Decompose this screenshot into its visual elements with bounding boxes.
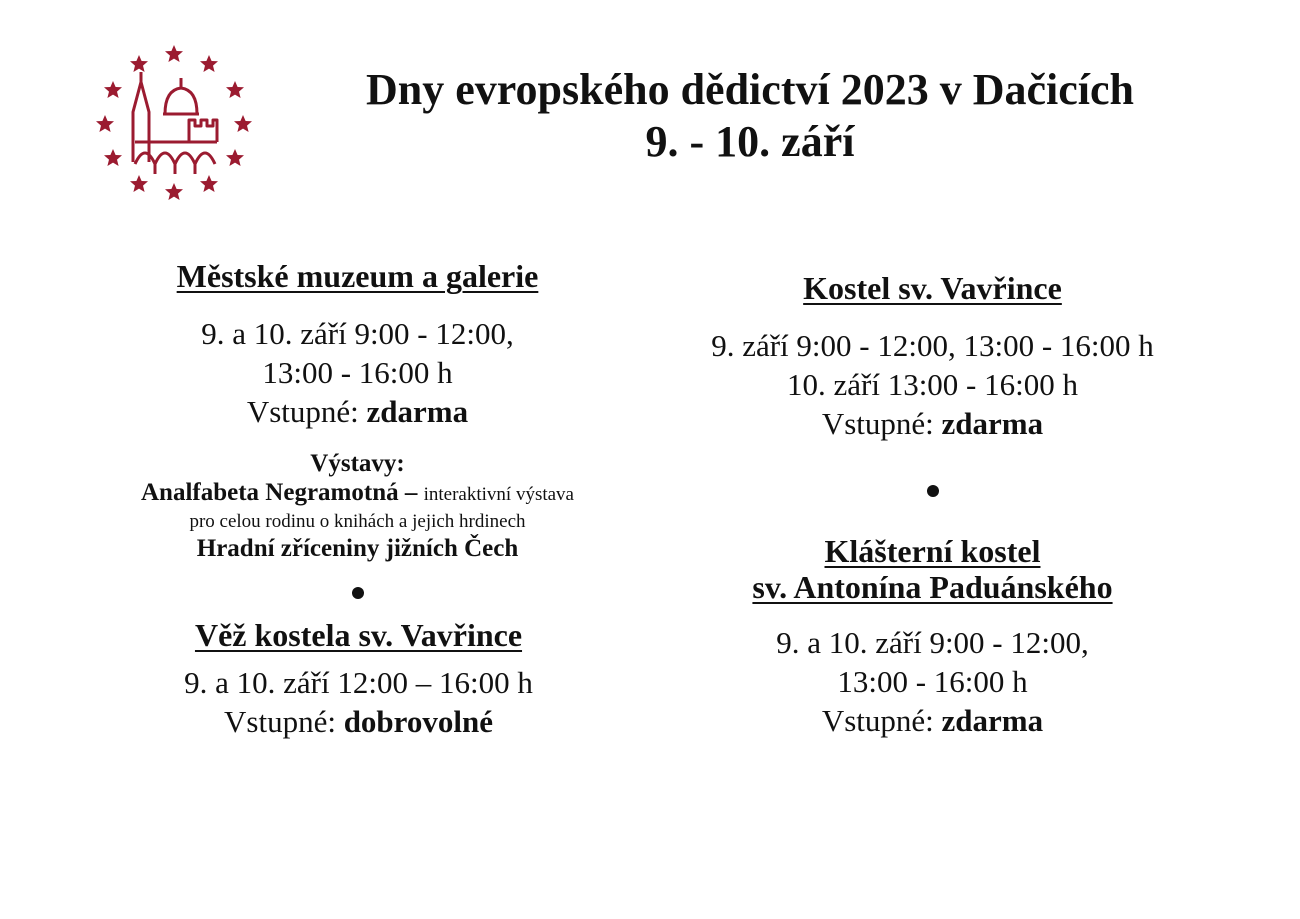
entry-label: Vstupné: bbox=[821, 406, 934, 441]
exhibition-1-name: Analfabeta Negramotná – bbox=[141, 479, 418, 506]
entry-value: zdarma bbox=[941, 406, 1044, 441]
museum-section bbox=[100, 258, 615, 431]
monastery-hours-1: 9. a 10. září 9:00 - 12:00, bbox=[776, 625, 1089, 660]
tower-title: Věž kostela sv. Vavřince bbox=[194, 617, 523, 653]
exhibitions-heading: Výstavy: bbox=[310, 450, 405, 477]
church-section bbox=[665, 270, 1200, 443]
monastery-section bbox=[665, 533, 1200, 740]
tower-hours: 9. a 10. září 12:00 – 16:00 h bbox=[184, 665, 533, 700]
page-dates: 9. - 10. září bbox=[645, 117, 855, 166]
museum-title: Městské muzeum a galerie bbox=[176, 258, 539, 294]
exhibitions-section bbox=[100, 449, 615, 563]
heritage-logo bbox=[93, 42, 255, 204]
exhibition-1-desc: interaktivní výstava bbox=[423, 484, 574, 505]
museum-hours-2: 13:00 - 16:00 h bbox=[262, 355, 453, 390]
church-hours-1: 9. září 9:00 - 12:00, 13:00 - 16:00 h bbox=[711, 328, 1154, 363]
entry-value: dobrovolné bbox=[343, 704, 493, 739]
entry-value: zdarma bbox=[941, 703, 1044, 738]
exhibition-item-1 bbox=[100, 479, 615, 509]
exhibition-item-2: Hradní zříceniny jižních Čech bbox=[196, 535, 519, 562]
entry-label: Vstupné: bbox=[246, 394, 359, 429]
page-header bbox=[300, 64, 1200, 168]
monastery-title-1: Klášterní kostel bbox=[824, 533, 1041, 569]
exhibition-1-desc-2: pro celou rodinu o knihách a jejich hrdinech bbox=[189, 511, 526, 532]
separator-dot bbox=[352, 587, 364, 599]
separator-dot bbox=[927, 485, 939, 497]
church-hours-2: 10. září 13:00 - 16:00 h bbox=[786, 367, 1078, 402]
tower-section bbox=[100, 617, 615, 741]
page-title: Dny evropského dědictví 2023 v Dačicích bbox=[366, 65, 1134, 114]
church-title: Kostel sv. Vavřince bbox=[803, 270, 1062, 306]
entry-label: Vstupné: bbox=[224, 704, 336, 739]
tower-entry bbox=[102, 702, 615, 741]
entry-label: Vstupné: bbox=[821, 703, 934, 738]
museum-entry bbox=[100, 392, 615, 431]
european-heritage-days-logo-icon bbox=[93, 42, 255, 204]
museum-hours-1: 9. a 10. září 9:00 - 12:00, bbox=[201, 316, 514, 351]
church-entry bbox=[665, 404, 1200, 443]
monastery-title-2: sv. Antonína Paduánského bbox=[752, 569, 1113, 605]
monastery-entry bbox=[665, 701, 1200, 740]
entry-value: zdarma bbox=[366, 394, 469, 429]
left-column bbox=[100, 258, 615, 741]
monastery-hours-2: 13:00 - 16:00 h bbox=[837, 664, 1028, 699]
right-column bbox=[665, 270, 1200, 740]
